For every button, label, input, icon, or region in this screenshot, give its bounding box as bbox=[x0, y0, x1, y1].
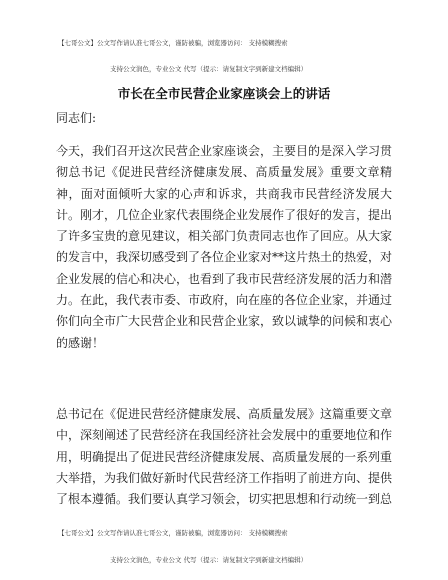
paragraph: 今天，我们召开这次民营企业家座谈会，主要目的是深入学习贯彻总书记《促进民营经济健康发展、高质量发展》重要文章精神，面对面倾听大家的心声和诉求，共商我市民营经济发展大计。刚才，几位企业家代表围绕企业发展作了很好的发言，提出了许多宝贵的意见建议，相关部门负责同志也作了回应。从大家的发言中，我深切感受到了各位企业家对**这片热土的热爱，对企业发展的信心和决心，也看到了我市民营经济发展的活力和潜力。在此，我代表市委、市政府，向在座的各位企业家，并通过你们向全市广大民营企业和民营企业家，致以诚挚的问候和衷心的感谢！ bbox=[56, 144, 393, 350]
footer-notice-line-1: 【七哥公文】公文写作请认准七哥公文，谨防被骗，浏览器访问： 支持模糊搜索 bbox=[58, 529, 288, 537]
greeting: 同志们: bbox=[56, 111, 97, 125]
header-notice-line-1: 【七哥公文】公文写作请认准七哥公文，谨防被骗，浏览器访问： 支持模糊搜索 bbox=[58, 39, 288, 47]
paragraph: 总书记在《促进民营经济健康发展、高质量发展》这篇重要文章中，深刻阐述了民营经济在我国经济社会发展中的重要地位和作用，明确提出了促进民营经济健康发展、高质量发展的一系列重大举措，为我们做好新时代民营经济工作指明了前进方向、提供了根本遵循。我们要认真学习领会，切实把思想和行动统一到总 bbox=[56, 407, 393, 507]
document-title: 市长在全市民营企业家座谈会上的讲话 bbox=[117, 86, 331, 101]
footer-notice-line-2: 支持公文润色，专业公文 代写（提示：请复制文字到新建文档编辑） bbox=[110, 556, 308, 564]
header-notice-line-2: 支持公文润色，专业公文 代写（提示：请复制文字到新建文档编辑） bbox=[110, 65, 308, 73]
